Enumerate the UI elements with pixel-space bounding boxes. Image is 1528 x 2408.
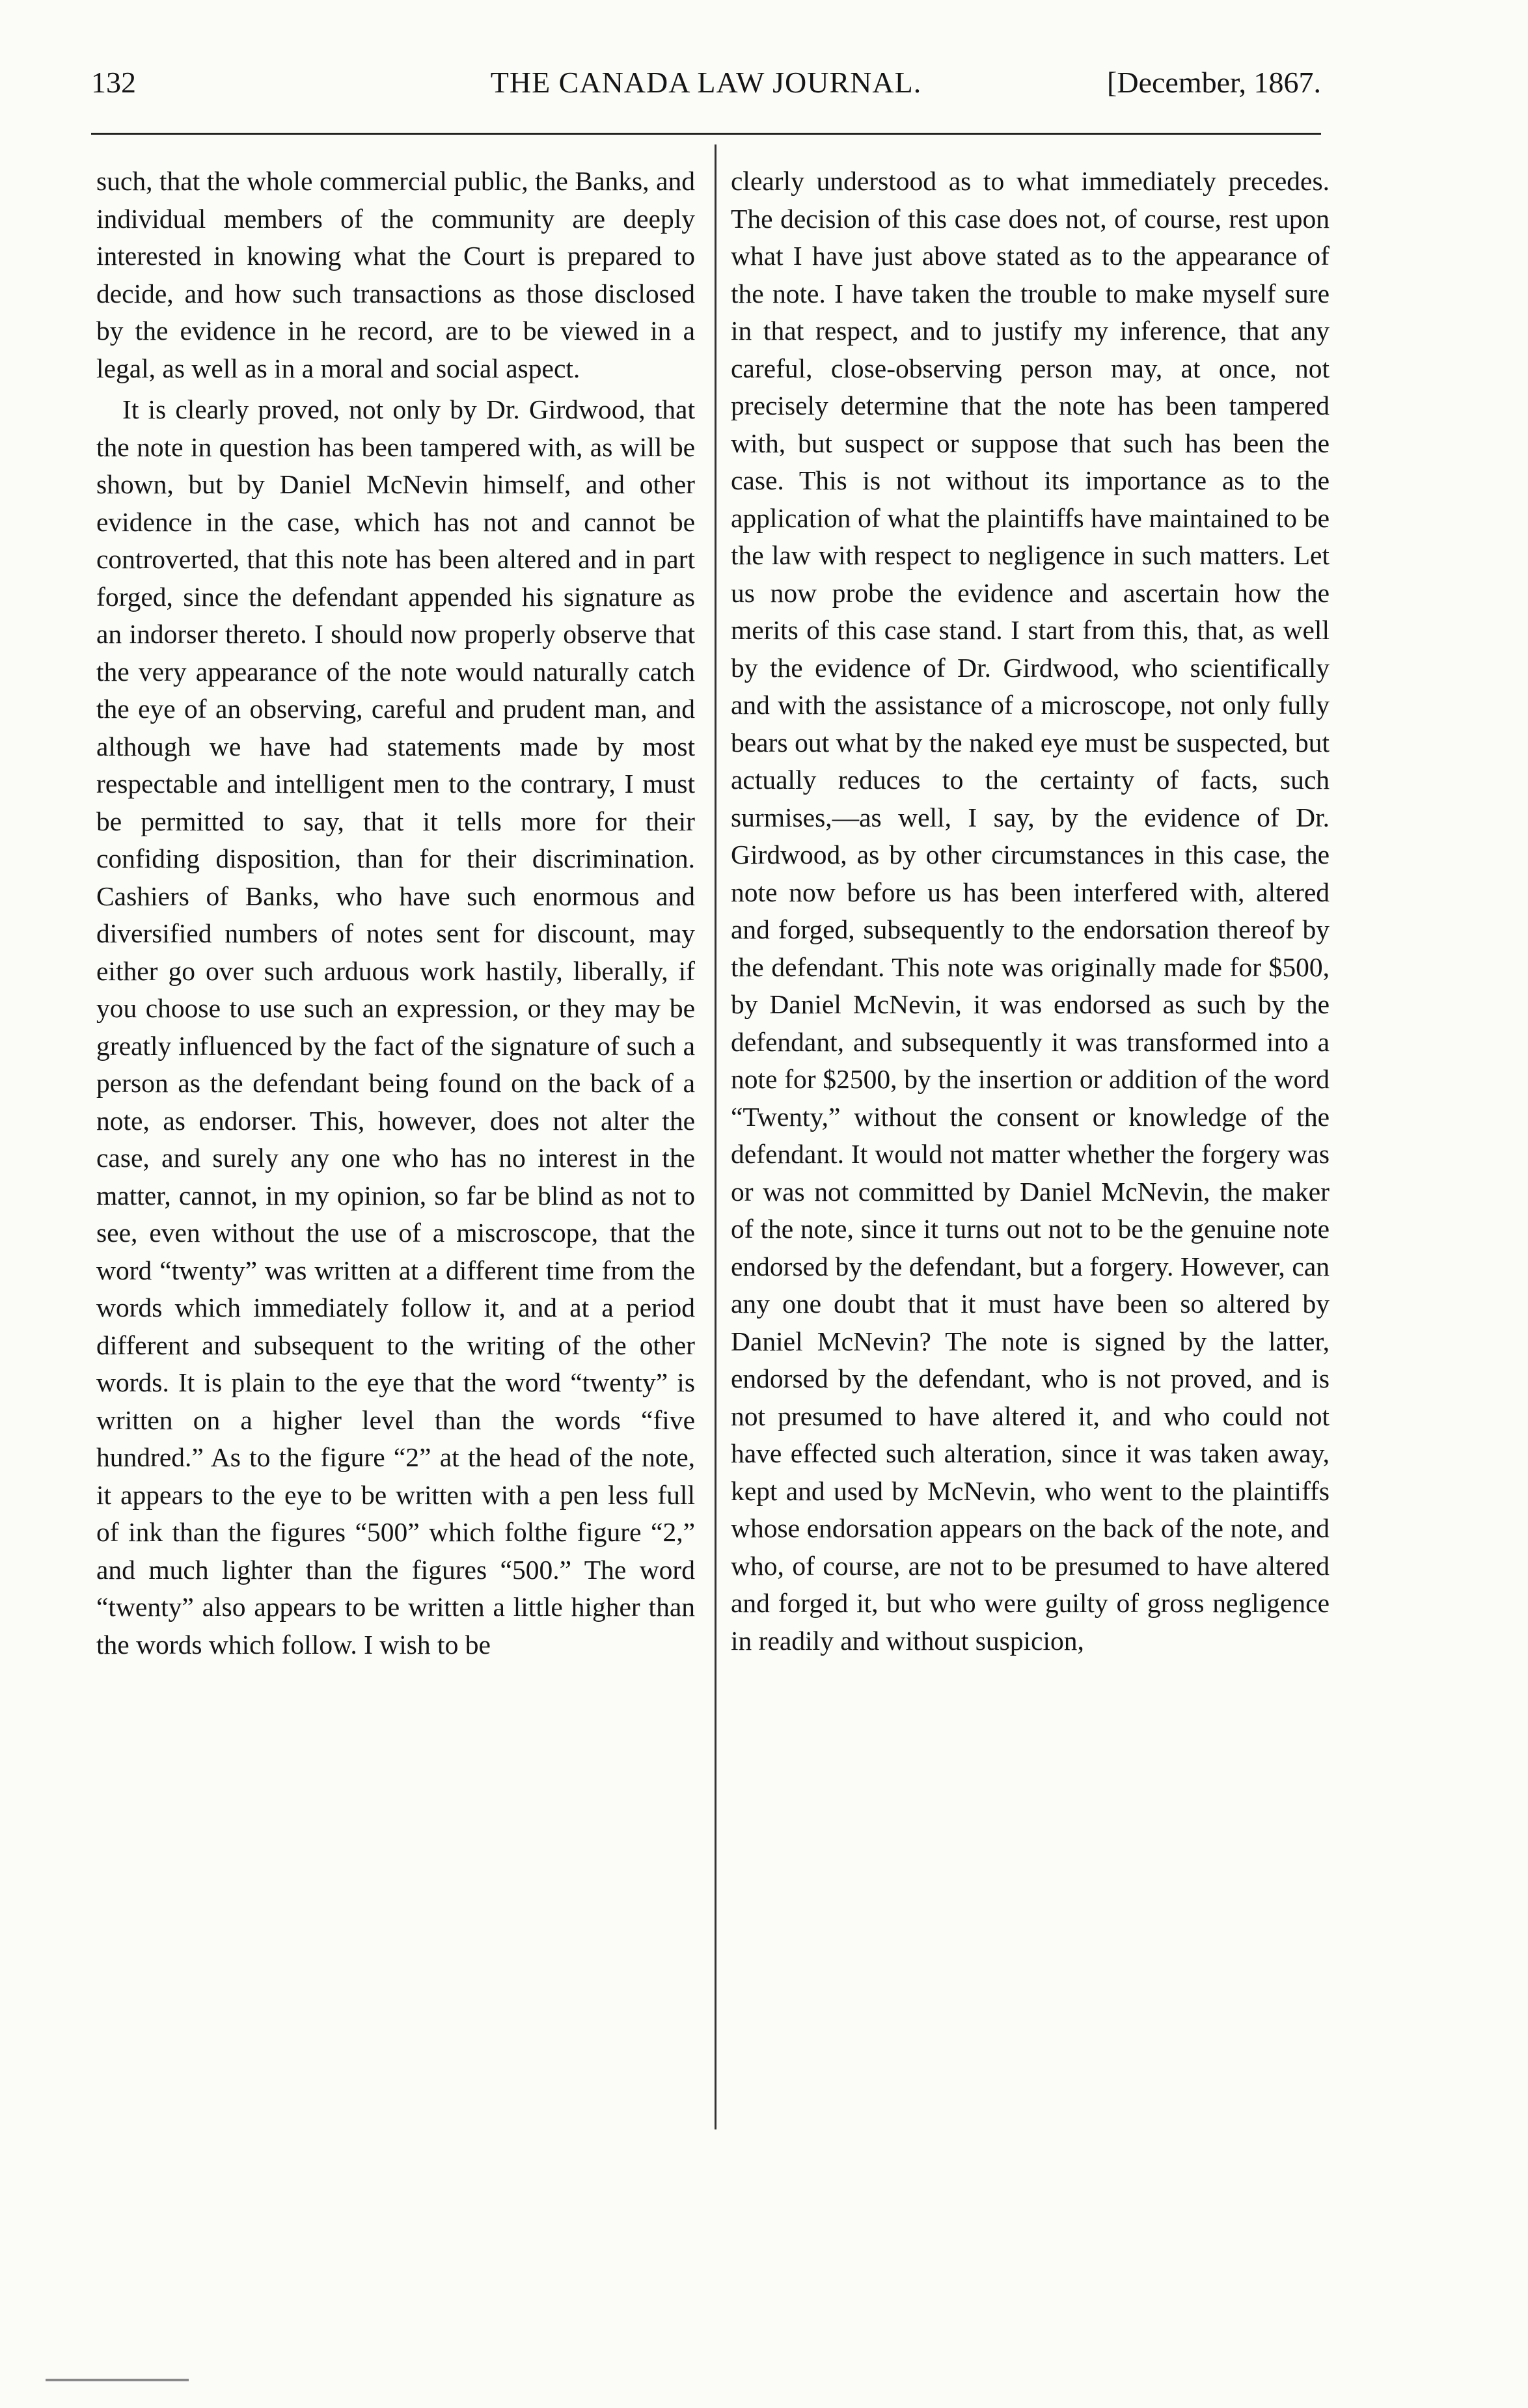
journal-title: THE CANADA LAW JOURNAL. xyxy=(490,66,922,99)
footer-mark xyxy=(46,2379,189,2381)
issue-date: [December, 1867. xyxy=(1107,66,1321,99)
column-divider xyxy=(715,144,716,2129)
page-number: 132 xyxy=(91,66,136,99)
right-column xyxy=(731,163,1330,1660)
page-header xyxy=(91,65,1321,111)
left-paragraph-2: It is clearly proved, not only by Dr. Girdwood, that the note in question has been tampered with, as will be shown, but by Daniel McNevin himself, and other evidence in the case, which has not and cannot be controverted, that this note has been altered and in part forged, since the defendant appended his signature as an indorser thereto. I should now properly observe that the very appearance of the note would naturally catch the eye of an observing, careful and prudent man, and although we have had statements made by most respectable and intelligent men to the contrary, I must be permitted to say, that it tells more for their confiding disposition, than for their discrimination. Cashiers of Banks, who have such enormous and diversified numbers of notes sent for discount, may either go over such arduous work hastily, liberally, if you choose to use such an expression, or they may be greatly influenced by the fact of the signature of such a person as the defendant being found on the back of a note, as endorser. This, however, does not alter the case, and surely any one who has no interest in the matter, cannot, in my opinion, so far be blind as not to see, even without the use of a miscroscope, that the word “twenty” was written at a different time from the words which immediately follow it, and at a period different and subsequent to the writing of the other words. It is plain to the eye that the word “twenty” is written on a higher level than the words “five hundred.” As to the figure “2” at the head of the note, it appears to the eye to be written with a pen less full of ink than the figures “500” which folthe figure “2,” and much lighter than the figures “500.” The word “twenty” also appears to be written a little higher than the words which follow. I wish to be xyxy=(96,394,695,1660)
left-paragraph-1: such, that the whole commercial public, the Banks, and individual members of the community are deeply interested in knowing what the Court is prepared to decide, and how such transactions as those disclosed by the evidence in he record, are to be viewed in a legal, as well as in a moral and social aspect. xyxy=(96,166,695,383)
left-column xyxy=(96,163,695,1663)
right-paragraph-1: clearly understood as to what immediately precedes. The decision of this case does not, of course, rest upon what I have just above stated as to the appearance of the note. I have taken the trouble to make myself sure in that respect, and to justify my inference, that any careful, close-observing person may, at once, not precisely determine that the note has been tampered with, but suspect or suppose that such has been the case. This is not without its importance as to the application of what the plaintiffs have maintained to be the law with respect to negligence in such matters. Let us now probe the evidence and ascertain how the merits of this case stand. I start from this, that, as well by the evidence of Dr. Girdwood, who scientifically and with the assistance of a microscope, not only fully bears out what by the naked eye must be suspected, but actually reduces to the certainty of facts, such surmises,—as well, I say, by the evidence of Dr. Girdwood, as by other circumstances in this case, the note now before us has been interfered with, altered and forged, subsequently to the endorsation thereof by the defendant. This note was originally made for $500, by Daniel McNevin, it was endorsed as such by the defendant, and subsequently it was transformed into a note for $2500, by the insertion or addition of the word “Twenty,” without the consent or knowledge of the defendant. It would not matter whether the forgery was or was not committed by Daniel McNevin, the maker of the note, since it turns out not to be the genuine note endorsed by the defendant, but a forgery. However, can any one doubt that it must have been so altered by Daniel McNevin? The note is signed by the latter, endorsed by the defendant, who is not proved, and is not presumed to have altered it, and who could not have effected such alteration, since it was taken away, kept and used by McNevin, who went to the plaintiffs whose endorsation appears on the back of the note, and who, of course, are not to be presumed to have altered and forged it, but who were guilty of gross negligence in readily and without suspicion, xyxy=(731,166,1330,1656)
header-rule xyxy=(91,133,1321,135)
